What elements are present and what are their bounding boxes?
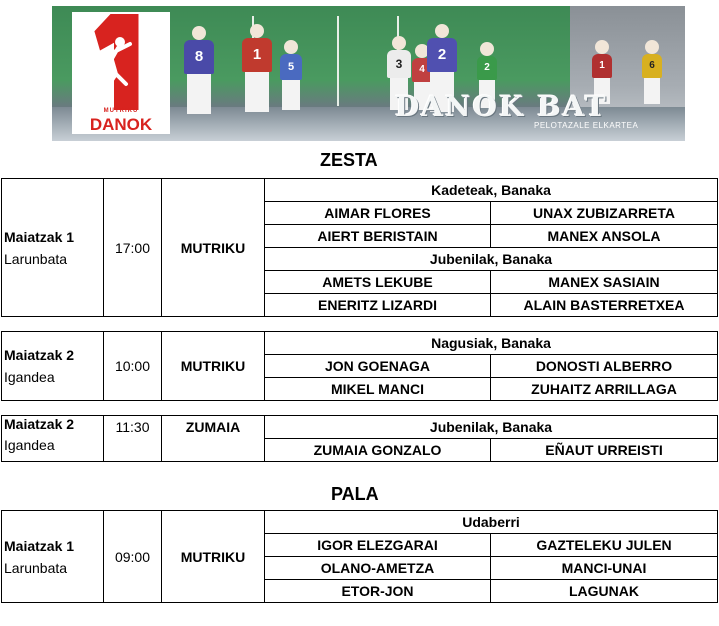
brand-tagline: PELOTAZALE ELKARTEA (534, 121, 639, 130)
player-left: IGOR ELEZGARAI (265, 534, 491, 557)
player-right: ZUHAITZ ARRILLAGA (491, 378, 718, 401)
player-left: ZUMAIA GONZALO (265, 439, 491, 462)
player-figure: 1 (592, 40, 612, 104)
player-figure: 5 (280, 40, 302, 110)
player-left: MIKEL MANCI (265, 378, 491, 401)
venue: MUTRIKU (162, 332, 265, 401)
category: Nagusiak, Banaka (265, 332, 718, 355)
logo-name: DANOK (89, 115, 153, 134)
date-cell (2, 511, 104, 603)
section-title-pala: PALA (331, 484, 379, 504)
player-figure: 2 (477, 42, 497, 108)
venue: ZUMAIA (162, 416, 265, 462)
category: Udaberri (265, 511, 718, 534)
date-cell (2, 179, 104, 317)
schedule-table (1, 178, 718, 317)
danok-logo (72, 12, 170, 134)
day: Igandea (4, 437, 55, 453)
time: 17:00 (104, 179, 162, 317)
player-left: ETOR-JON (265, 580, 491, 603)
date-cell (2, 416, 104, 462)
player-right: MANCI-UNAI (491, 557, 718, 580)
player-right: ALAIN BASTERRETXEA (491, 294, 718, 317)
player-figure: 2 (427, 24, 457, 112)
player-right: MANEX ANSOLA (491, 225, 718, 248)
brand-title: DANOK BAT (395, 90, 608, 123)
day: Igandea (4, 369, 55, 385)
pelotari-icon (98, 36, 134, 88)
category: Kadeteak, Banaka (265, 179, 718, 202)
category: Jubenilak, Banaka (265, 248, 718, 271)
player-right: MANEX SASIAIN (491, 271, 718, 294)
player-figure: 1 (242, 24, 272, 112)
player-figure: 6 (642, 40, 662, 104)
time: 09:00 (104, 511, 162, 603)
player-figure: 8 (184, 26, 214, 114)
schedule-table (1, 415, 718, 462)
date: Maiatzak 2 (4, 416, 75, 432)
player-figure: 3 (387, 36, 411, 110)
venue: MUTRIKU (162, 179, 265, 317)
player-left: ENERITZ LIZARDI (265, 294, 491, 317)
time: 11:30 (104, 416, 162, 462)
court-line (337, 16, 339, 106)
player-left: JON GOENAGA (265, 355, 491, 378)
player-figure: 4 (412, 44, 432, 110)
player-left: OLANO-AMETZA (265, 557, 491, 580)
player-left: AMETS LEKUBE (265, 271, 491, 294)
player-left: AIMAR FLORES (265, 202, 491, 225)
header-banner (52, 6, 685, 141)
logo-town: MUTRIKU (103, 108, 139, 114)
venue: MUTRIKU (162, 511, 265, 603)
date: Maiatzak 1 (4, 537, 75, 554)
day: Larunbata (4, 250, 68, 267)
date: Maiatzak 2 (4, 347, 75, 363)
player-right: DONOSTI ALBERRO (491, 355, 718, 378)
date: Maiatzak 1 (4, 228, 75, 245)
schedule-table (1, 331, 718, 401)
player-right: UNAX ZUBIZARRETA (491, 202, 718, 225)
section-title-zesta: ZESTA (320, 150, 378, 170)
schedule-table (1, 510, 718, 603)
time: 10:00 (104, 332, 162, 401)
player-right: EÑAUT URREISTI (491, 439, 718, 462)
date-cell (2, 332, 104, 401)
player-right: LAGUNAK (491, 580, 718, 603)
day: Larunbata (4, 559, 68, 576)
player-right: GAZTELEKU JULEN (491, 534, 718, 557)
player-left: AIERT BERISTAIN (265, 225, 491, 248)
category: Jubenilak, Banaka (265, 416, 718, 439)
